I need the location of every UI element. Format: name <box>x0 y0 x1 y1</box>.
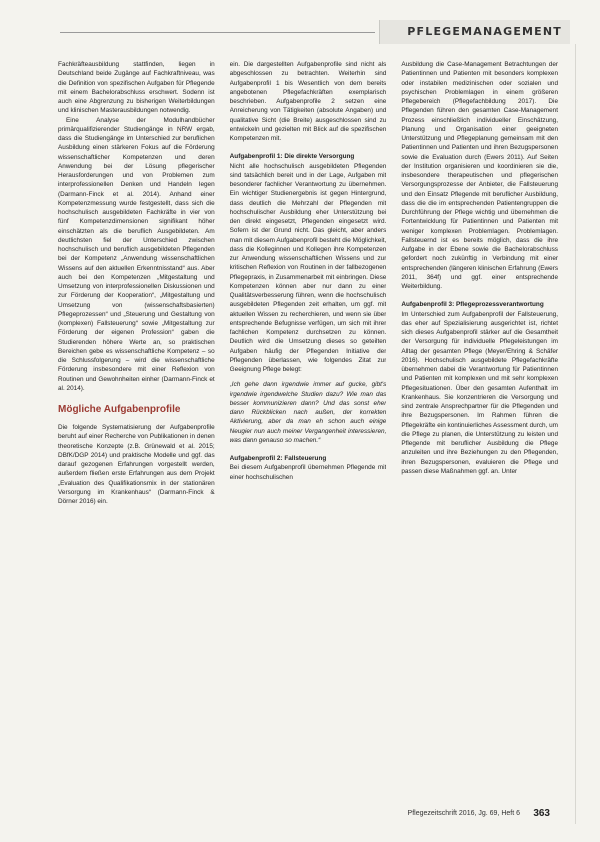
column-1 <box>58 60 215 805</box>
column-2 <box>230 60 387 805</box>
column-3 <box>401 60 558 805</box>
journal-citation: Pflegezeitschrift 2016, Jg. 69, Heft 6 <box>407 810 520 817</box>
paragraph: ein. Die dargestellten Aufgabenprofile sind nicht als abgeschlossen zu betrachten. Weiterhin sind Aufgabenprofil 1 bis Wesentlich von dem bereits angebotenen Pflegefachkräften exemplarisch beschrieben. Aufgabenprofile 2 setzen eine Anreicherung von Tätigkeiten (absolute Angaben) und qualitative Sicht (die Breite) ausgeschlossen sind zu entwickeln und gezielten mit Blick auf die spezifischen Kompetenzen mit. <box>229 61 387 142</box>
article-body <box>58 60 558 805</box>
paragraph: Bei diesem Aufgabenprofil übernehmen Pflegende mit einer hochschulischen <box>229 464 387 481</box>
running-header <box>0 20 600 44</box>
header-rule <box>60 32 375 33</box>
paragraph: Fachkräfteausbildung stattfinden, liegen in Deutschland beide Zugänge auf Fachkraftniveau, was die Definition von spezifischen Aufgaben für Pflegende mit einem Bachelorabschluss erschwert. Sodenn ist auch eine Abgrenzung zu bisherigen Weiterbildungen und klinischen Masterausbildungen notwendig. <box>58 61 215 115</box>
subheading: Aufgabenprofil 2: Fallsteuerung <box>229 455 327 462</box>
paragraph: Die folgende Systematisierung der Aufgabenprofile beruht auf einer Recherche von Publikationen in denen theoretische Konzepte (z.B. Grünewald et al. 2015; DBfK/DGP 2014) und praktische Modelle und ggf. das darauf gezogenen Erfahrungen vorgestellt werden, außerdem fließen erste Erfahrungen aus dem Projekt „Evaluation des Qualifikationsmix in der stationären Versorgung im Krankenhaus“ (Darmann-Finck & Dörner 2016) ein. <box>58 424 215 505</box>
subheading: Aufgabenprofil 3: Pflegeprozessverantwortung <box>401 301 544 309</box>
subheading: Aufgabenprofil 1: Die direkte Versorgung <box>229 153 355 161</box>
page-number: 363 <box>533 808 550 819</box>
paragraph: Im Unterschied zum Aufgabenprofil der Fallsteuerung, das eher auf Spezialisierung ausgerichtet ist, richtet sich dieses Aufgabenprofil stärker auf die Gesamtheit der Versorgung für individuelle Pflegeleistungen im Alltag der gesamten Pflege (Meyer/Ehring & Schäfer 2016). Hochschulisch ausgebildete Pflegefachkräfte übernehmen dabei die Verantwortung für Patientinnen und Patienten mit komplexen und mit sehr komplexen Pflegesituationen. Über den gesamten Aufenthalt im Krankenhaus. Sie konzentrieren die Versorgung und sind zentrale Ansprechpartner für die Pflegenden und ihre Bezugspersonen. Im Rahmen führen die Pflegekräfte ein kontinuierliches Assessment durch, um die Pflege zu planen, die Unterstützung zu leisten und Pflegende mit beruflicher Ausbildung die Pflege anzuleiten und ihre Beziehungen zu den Pflegenden, ihren Bezugspersonen, evaluieren die Pflege und passen diese Maßnahmen ggf. an. Unter <box>401 310 559 475</box>
paragraph: Ausbildung die Case-Management Betrachtungen der Patientinnen und Patienten mit besonders komplexen oder instabilen medizinischen oder sozialen und psychischen Problemlagen in einem größeren Pflegebereich (Pflegefachbildung 2017). Die Pflegenden führen den gesamten Case-Management Prozess einschließlich individueller Einschätzung, Planung und Organisation einer geeigneten Unterstützung und Pflegeplanung gemeinsam mit den Patientinnen und Patienten und ihren Bezugspersonen sowie die Evaluation durch (Ewers 2011). Auf Seiten der Institution organisieren und koordinieren sie die, insbesondere therapeutischen und pflegerischen Versorgungsprozesse der Anbieter, die Fallsteuerung und den Einsatz Pflegende mit beruflicher Ausbildung, dass die die im entsprechenden Patientengruppen die Durchführung der Pflege wichtig und übernehmen die Fortentwicklung für Patientinnen und Patienten mit weniger komplexen Problemlagen. Problemlagen. Fallsteuernd ist es bereits möglich, dass die ihre Aufgabe in der Ebene sowie die Bachelorabschluss gefordert noch zukünftig in Verbindung mit einer entsprechenden (längeren klinischen Erfahrung (Ewers 2011, 364f) und ggf. einer entsprechende Weiterbildung. <box>401 61 559 290</box>
interview-quote: „Ich gehe dann irgendwie immer auf gucke, gibt's irgendwie irgendwelche Studien dazu? Wie man das besser kommunizieren dann? Und das sonst eher dann Rückblicken nach außen, der korrekten Aktivierung, aber da man eh schon auch einige Neugier nun auch meiner Vergangenheit interessieren, was dann genauso so machen.“ <box>229 381 387 444</box>
paragraph: Nicht alle hochschulisch ausgebildeten Pflegenden sind tatsächlich bereit und in der Lage, Aufgaben mit besonderer fachlicher Verantwortung zu übernehmen. Ein wichtiger Studienergebnis ist gegen Hintergrund, dass deutlich die Mehrzahl der Pflegenden mit hochschulischer Ausbildung eher Unterstützung bei den direkt eingesetzt, Pflegenden eingesetzt wird. Sofern ist der Grund nicht. Das gleicht, aber anders man mit diesem Aufgabenprofil besteht die Möglichkeit, dass die Kolleginnen und Kollegen ihre Kompetenzen zur Anwendung wissenschaftlichen Wissens und zur kritischen Reflexion von Routinen in der fallbezogenen Pflegepraxis, in Zusammenarbeit mit einbringen. Diese Kompetenzen können aber nur dann zu einer Qualitätsverbesserung führen, wenn die hochschulisch ausgebildeten Pflegenden zeit erhalten, um ggf. mit aktuellen Wissen zu recherchieren, und wenn sie über entsprechende Befugnisse verfügen, um sich mit ihrer fachlichen Kompetenz durchsetzen zu können. Deutlich wird die Umsetzung dieses so geteilten Aufgaben häufig der Pflegenden Initiative der Pflegenden überlassen, wie folgendes Zitat zur Geeignung Pflege belegt: <box>229 162 387 373</box>
page-footer <box>0 808 600 828</box>
side-rule <box>575 44 576 824</box>
paragraph: Eine Analyse der Modulhandbücher primärqualifizierender Studiengänge in NRW ergab, dass die Studiengänge im Unterschied zur beruflichen Ausbildung einen stärkeren Fokus auf die Förderung wissenschaftlicher Kompetenzen und deren Anwendung bei der Lösung pflegerischer Herausforderungen und von Problemen zum interprofessionellen Denken und Handeln legen (Darmann-Finck et al. 2014). Anhand einer Kompetenzmessung wurde festgestellt, dass sich die hochschulisch ausgebildeten Fachkräfte in vier von fünf Kompetenzdimensionen signifikant höher einschätzten als die beruflich Ausgebildeten. Am deutlichsten fiel der Unterschied zwischen hochschulisch und beruflich ausgebildeten Pflegenden bei der Kompetenz „Anwendung wissenschaftlichen Wissens auf den aktuellen Erkenntnisstand“ aus. Aber auch bei den Kompetenzen „Mitgestaltung und Umsetzung von interprofessionellen Diskussionen und zur Förderung der Kooperation“, „Mitgestaltung und Umsetzung von (wissenschaftsbasierten) Pflegeprozessen“ und „Steuerung und Gestaltung von (komplexen) Fallsteuerung“ sowie „Mitgestaltung zur Förderung der eigenen Profession“ gaben die Studierenden höhere Werte an, so praktischen Bereichen gebe es wissenschaftliche Kompetenz – so die Schlussfolgerung – wird die wissenschaftliche Förderung insbesondere mit einer Reflexion von Routinen und Gewohnheiten einher (Darmann-Finck et al. 2014). <box>58 116 215 392</box>
section-heading: Mögliche Aufgabenprofile <box>58 404 181 415</box>
section-title: PFLEGEMANAGEMENT <box>407 25 562 38</box>
